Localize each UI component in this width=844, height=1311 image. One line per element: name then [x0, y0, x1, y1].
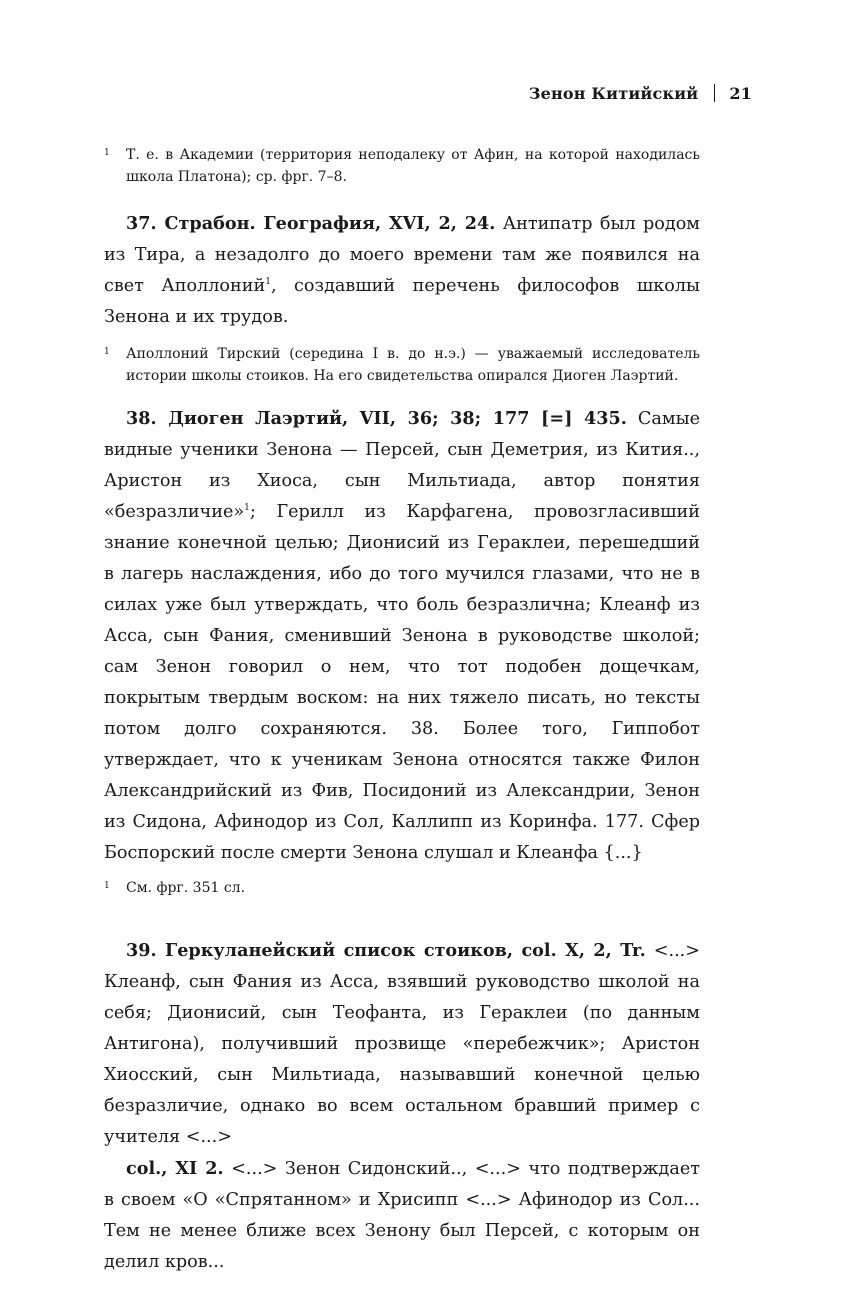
- footnote: [104, 144, 700, 188]
- fragment-heading: col., XI 2.: [126, 1158, 224, 1179]
- header-divider: [714, 84, 715, 102]
- note-ref: 1: [265, 277, 271, 287]
- fragment-38: [104, 403, 700, 869]
- fragment-39: [104, 935, 700, 1153]
- footnote: [104, 877, 700, 899]
- fragment-heading: 39. Геркуланейский список стоиков, col. X, 2, Tr.: [126, 940, 646, 961]
- fragment-heading: 37. Страбон. География, XVI, 2, 24.: [126, 213, 496, 234]
- note-ref: 1: [244, 503, 250, 513]
- fragment-text: Самые видные ученики Зенона — Персей, сын Деметрия, из Кития.., Аристон из Хиоса, сын Мильтиада, автор понятия «безразличие»: [104, 409, 700, 522]
- fragment-37: [104, 208, 700, 333]
- page-content: [104, 144, 700, 1278]
- running-header: [529, 84, 752, 103]
- fragment-text: , создавший перечень философов школы Зенона и их трудов.: [104, 276, 700, 327]
- footnote-marker: 1: [104, 881, 110, 891]
- fragment-heading: 38. Диоген Лаэртий, VII, 36; 38; 177 [=] 435.: [126, 408, 627, 429]
- footnote-text: Аполлоний Тирский (середина I в. до н.э.) — уважаемый исследователь истории школы стоиков. На его свидетельства опирался Диоген Лаэртий.: [126, 346, 700, 384]
- page-number: 21: [729, 84, 752, 103]
- footnote-marker: 1: [104, 347, 110, 357]
- footnote-text: Т. е. в Академии (территория неподалеку от Афин, на которой находилась школа Платона); ср. фрг. 7–8.: [126, 147, 700, 185]
- footnote-text: См. фрг. 351 сл.: [126, 880, 246, 896]
- fragment-text: ; Герилл из Карфагена, провозгласивший знание конечной целью; Дионисий из Гераклеи, перешедший в лагерь наслаждения, ибо до того мучился глазами, что не в силах уже был утверждать, что боль безразлична; Клеанф из Асса, сын Фания, сменивший Зенона в руководстве школой; сам Зенон говорил о нем, что тот подобен дощечкам, покрытым твердым воском: на них тяжело писать, но тексты потом долго сохраняются. 38. Более того, Гиппобот утверждает, что к ученикам Зенона относятся также Филон Александрийский из Фив, Посидоний из Александрии, Зенон из Сидона, Афинодор из Сол, Каллипп из Коринфа. 177. Сфер Боспорский после смерти Зенона слушал и Клеанфа {...}: [104, 502, 700, 863]
- footnote-marker: 1: [104, 148, 110, 158]
- fragment-text: <...> Зенон Сидонский.., <...> что подтверждает в своем «О «Спрятанном» и Хрисипп <...> Афинодор из Сол... Тем не менее ближе всех Зенону был Персей, с которым он делил кров...: [104, 1159, 700, 1272]
- fragment-39-col-xi: [104, 1153, 700, 1278]
- fragment-text: <...> Клеанф, сын Фания из Асса, взявший руководство школой на себя; Дионисий, сын Теофанта, из Гераклеи (по данным Антигона), получивший прозвище «перебежчик»; Аристон Хиосский, сын Мильтиада, называвший конечной целью безразличие, однако во всем остальном бравший пример с учителя <...>: [104, 941, 700, 1147]
- footnote: [104, 343, 700, 387]
- running-title: Зенон Китийский: [528, 84, 699, 103]
- fragment-text: Антипатр был родом из Тира, а незадолго до моего времени там же появился на свет Аполлоний: [104, 214, 700, 296]
